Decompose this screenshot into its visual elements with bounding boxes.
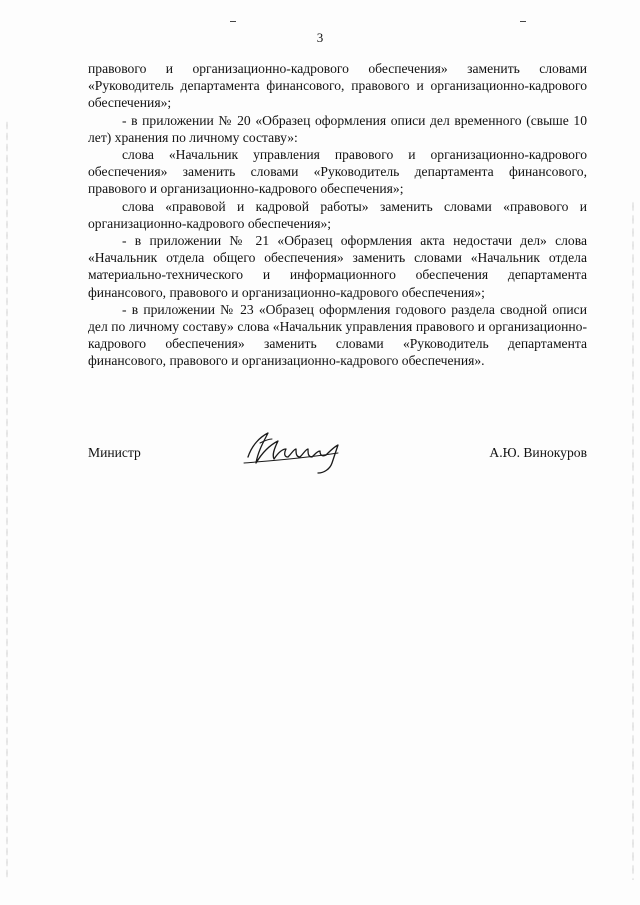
paragraph-continuation: правового и организационно-кадрового обеспечения» заменить словами «Руководитель департамента финансового, правового и организационно-кадрового обеспечения»; (88, 61, 587, 111)
paragraph-appendix-20-words-2: слова «правовой и кадровой работы» заменить словами «правового и организационно-кадрового обеспечения»; (88, 198, 587, 231)
signer-name: А.Ю. Винокуров (489, 445, 587, 460)
scan-noise-right (632, 200, 634, 880)
scan-mark-left (230, 21, 236, 22)
paragraph-appendix-21: - в приложении № 21 «Образец оформления акта недостачи дел» слова «Начальник отдела общего обеспечения» заменить словами «Начальник отдела материально-технического и информационного обеспечения департамента финансового, правового и организационно-кадрового обеспечения»; (88, 233, 587, 300)
minister-title: Министр (88, 445, 141, 460)
signature-block (88, 423, 587, 483)
document-body (88, 60, 587, 370)
paragraph-appendix-23: - в приложении № 23 «Образец оформления годового раздела сводной описи дел по личному составу» слова «Начальник управления правового и организационно-кадрового обеспечения» заменить словами «Руководитель департамента финансового, правового и организационно-кадрового обеспечения». (88, 301, 587, 369)
handwritten-signature (238, 423, 378, 479)
scan-mark-right (520, 21, 526, 22)
paragraph-appendix-20: - в приложении № 20 «Образец оформления описи дел временного (свыше 10 лет) хранения по личному составу»: (88, 112, 587, 145)
scan-noise-left (6, 120, 8, 880)
paragraph-appendix-20-words-1: слова «Начальник управления правового и организационно-кадрового обеспечения» заменить словами «Руководитель департамента финансового, правового и организационно-кадрового обеспечения»; (88, 147, 587, 197)
page-number: 3 (316, 30, 324, 45)
